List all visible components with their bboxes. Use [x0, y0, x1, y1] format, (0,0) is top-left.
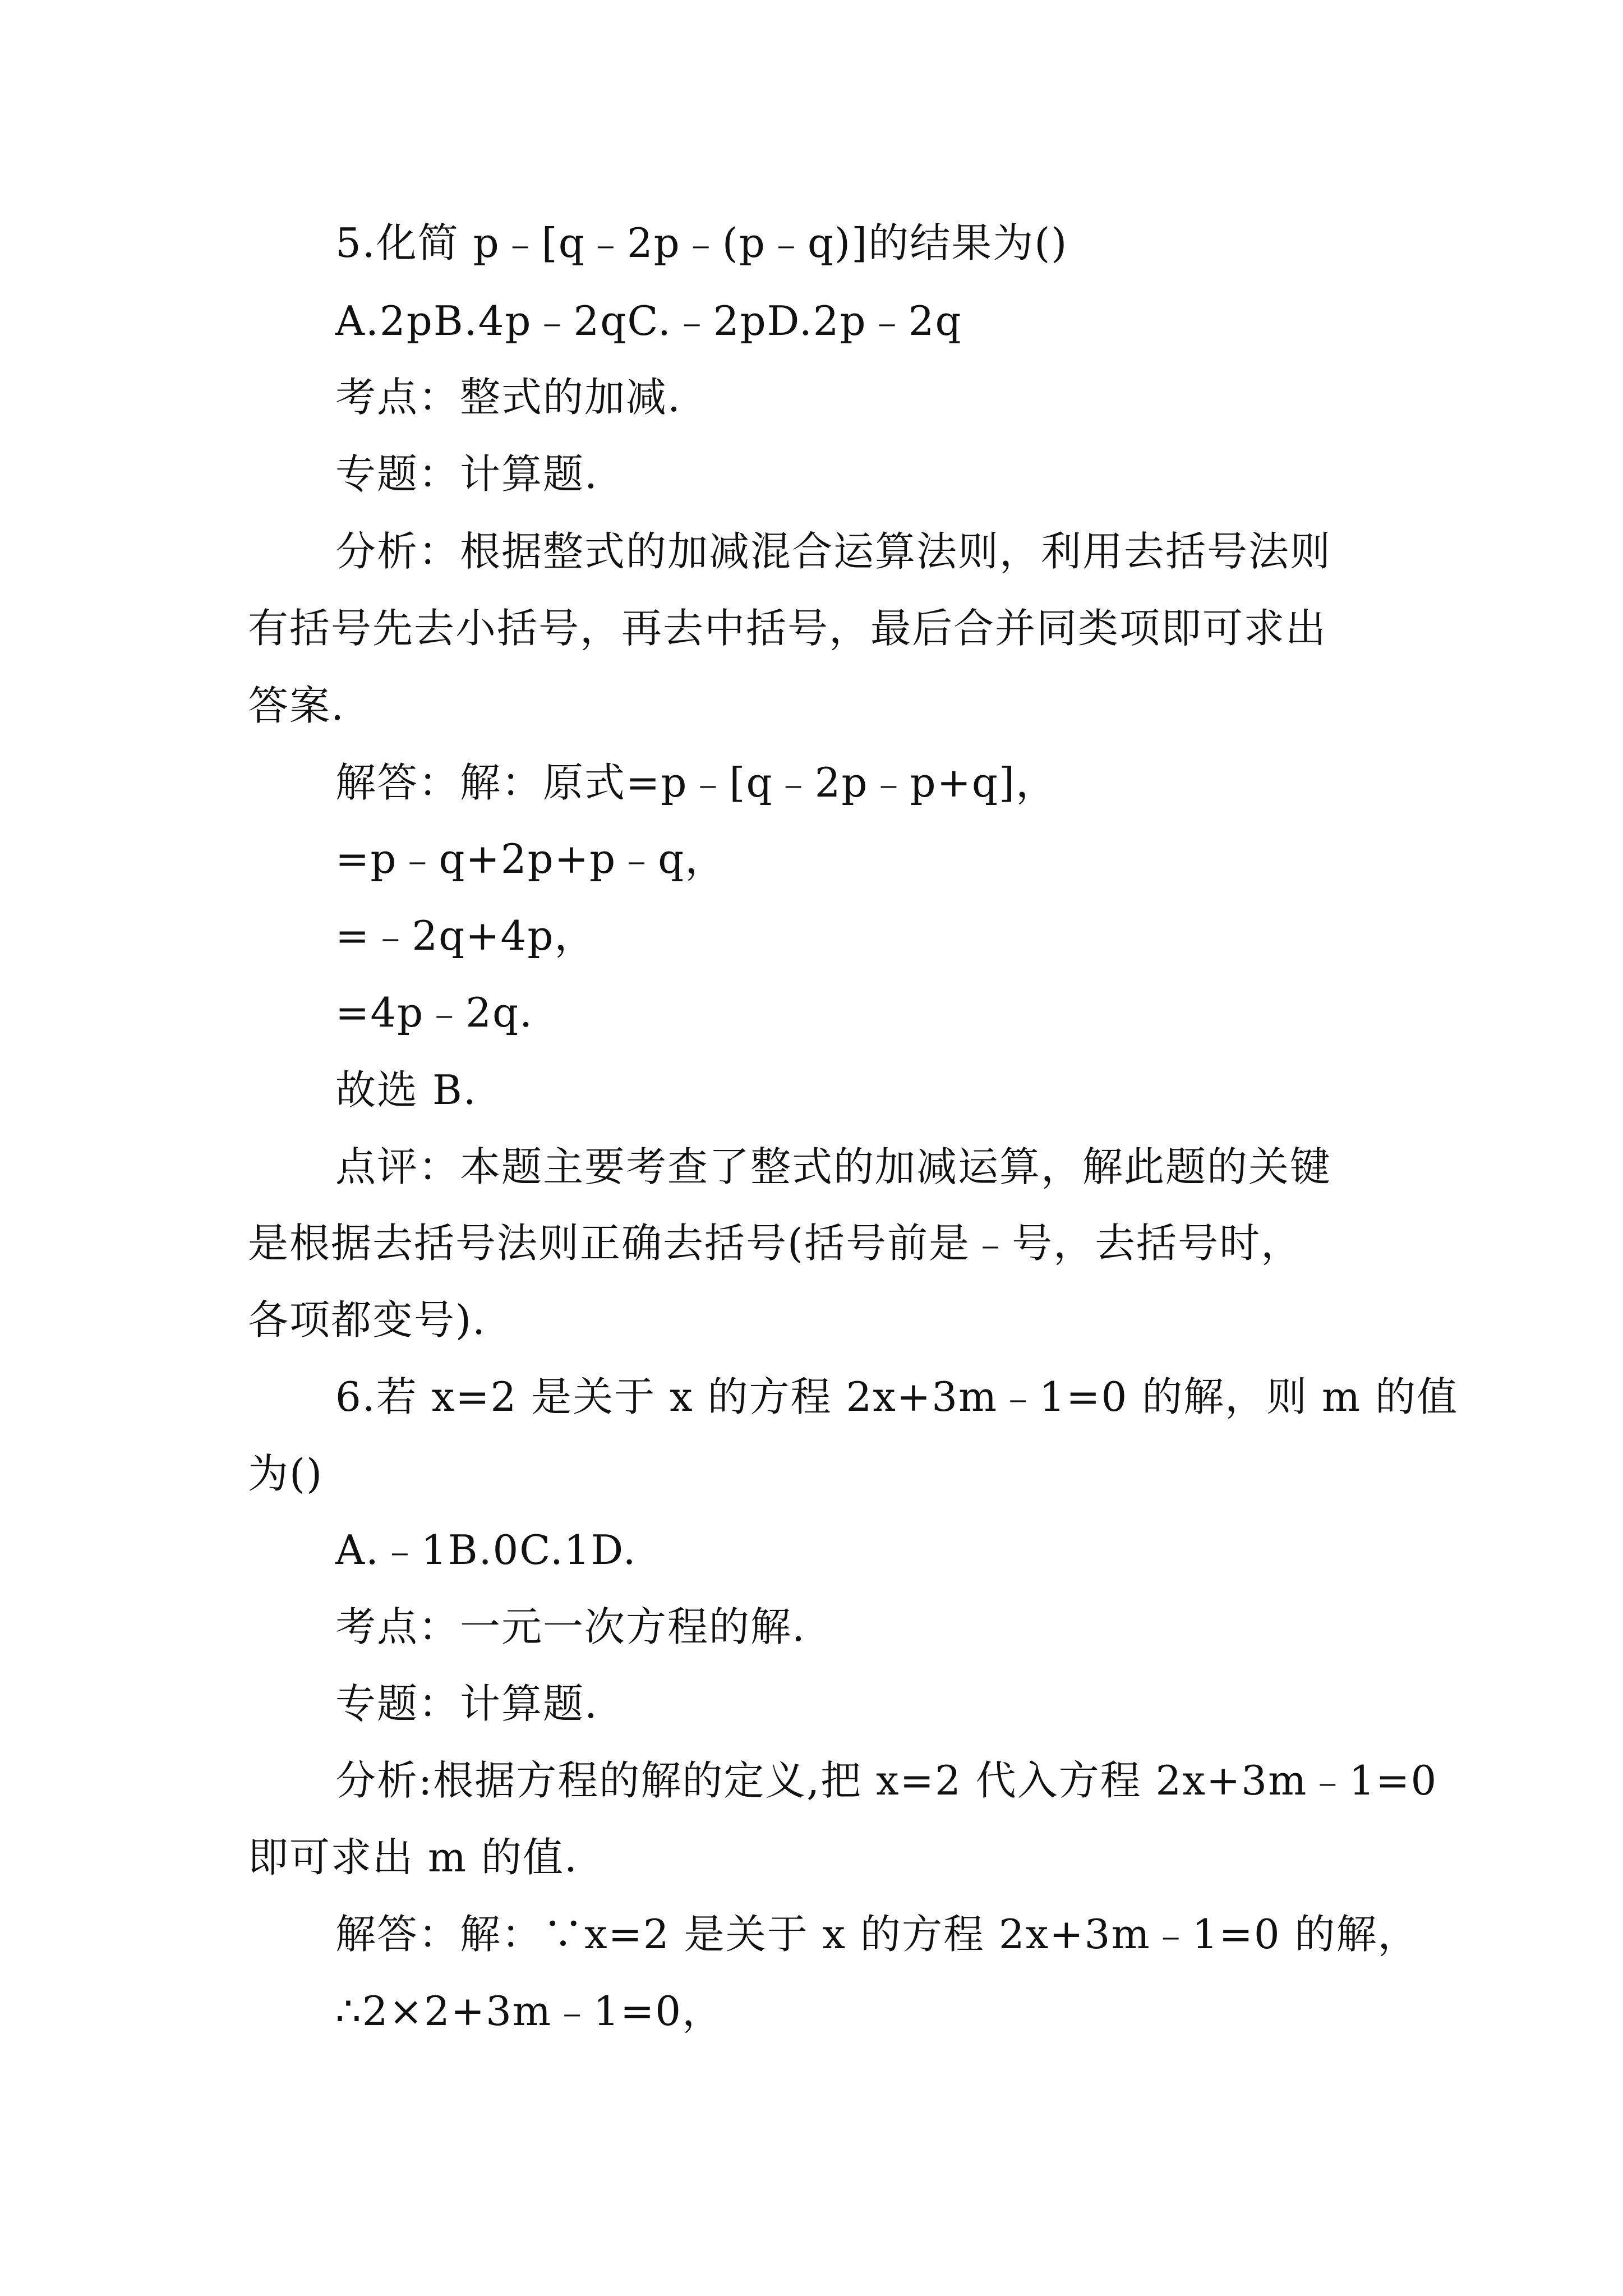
q6-jieda-line-1: 解答：解：∵x=2 是关于 x 的方程 2x+3m﹣1=0 的解， — [335, 1911, 1419, 1958]
q5-kaodian: 考点：整式的加减. — [335, 374, 681, 421]
q6-fenxi-line-1: 分析:根据方程的解的定义,把 x=2 代入方程 2x+3m﹣1=0 — [335, 1757, 1438, 1804]
q5-fenxi-line-2: 有括号先去小括号，再去中括号，最后合并同类项即可求出 — [248, 605, 1327, 652]
q6-stem-line-1: 6.若 x=2 是关于 x 的方程 2x+3m﹣1=0 的解，则 m 的值 — [335, 1373, 1459, 1420]
q5-jieda-line-2: =p﹣q+2p+p﹣q， — [335, 835, 727, 882]
q5-dianping-line-3: 各项都变号). — [248, 1296, 486, 1343]
q5-jieda-line-1: 解答：解：原式=p﹣[q﹣2p﹣p+q]， — [335, 759, 1058, 806]
q5-options: A.2pB.4p﹣2qC.﹣2pD.2p﹣2q — [335, 297, 962, 344]
q5-dianping-line-2: 是根据去括号法则正确去括号(括号前是﹣号，去括号时， — [248, 1220, 1303, 1267]
q5-stem: 5.化简 p﹣[q﹣2p﹣(p﹣q)]的结果为() — [335, 219, 1068, 266]
q5-jieda-line-4: =4p﹣2q. — [335, 989, 534, 1036]
q6-zhuanti: 专题：计算题. — [335, 1680, 598, 1727]
q6-jieda-line-2: ∴2×2+3m﹣1=0， — [335, 1987, 724, 2035]
q5-fenxi-line-1: 分析：根据整式的加减混合运算法则，利用去括号法则 — [335, 528, 1332, 575]
q6-fenxi-line-2: 即可求出 m 的值. — [248, 1834, 578, 1881]
q5-fenxi-line-3: 答案. — [248, 682, 345, 729]
q5-dianping-line-1: 点评：本题主要考查了整式的加减运算，解此题的关键 — [335, 1143, 1332, 1190]
q5-zhuanti: 专题：计算题. — [335, 450, 598, 498]
q6-options: A.﹣1B.0C.1D. — [335, 1526, 637, 1573]
q5-jieda-line-3: =﹣2q+4p， — [335, 912, 596, 959]
q6-stem-line-2: 为() — [248, 1450, 324, 1497]
q6-kaodian: 考点：一元一次方程的解. — [335, 1603, 806, 1650]
q5-jieda-line-5: 故选 B. — [335, 1066, 477, 1114]
